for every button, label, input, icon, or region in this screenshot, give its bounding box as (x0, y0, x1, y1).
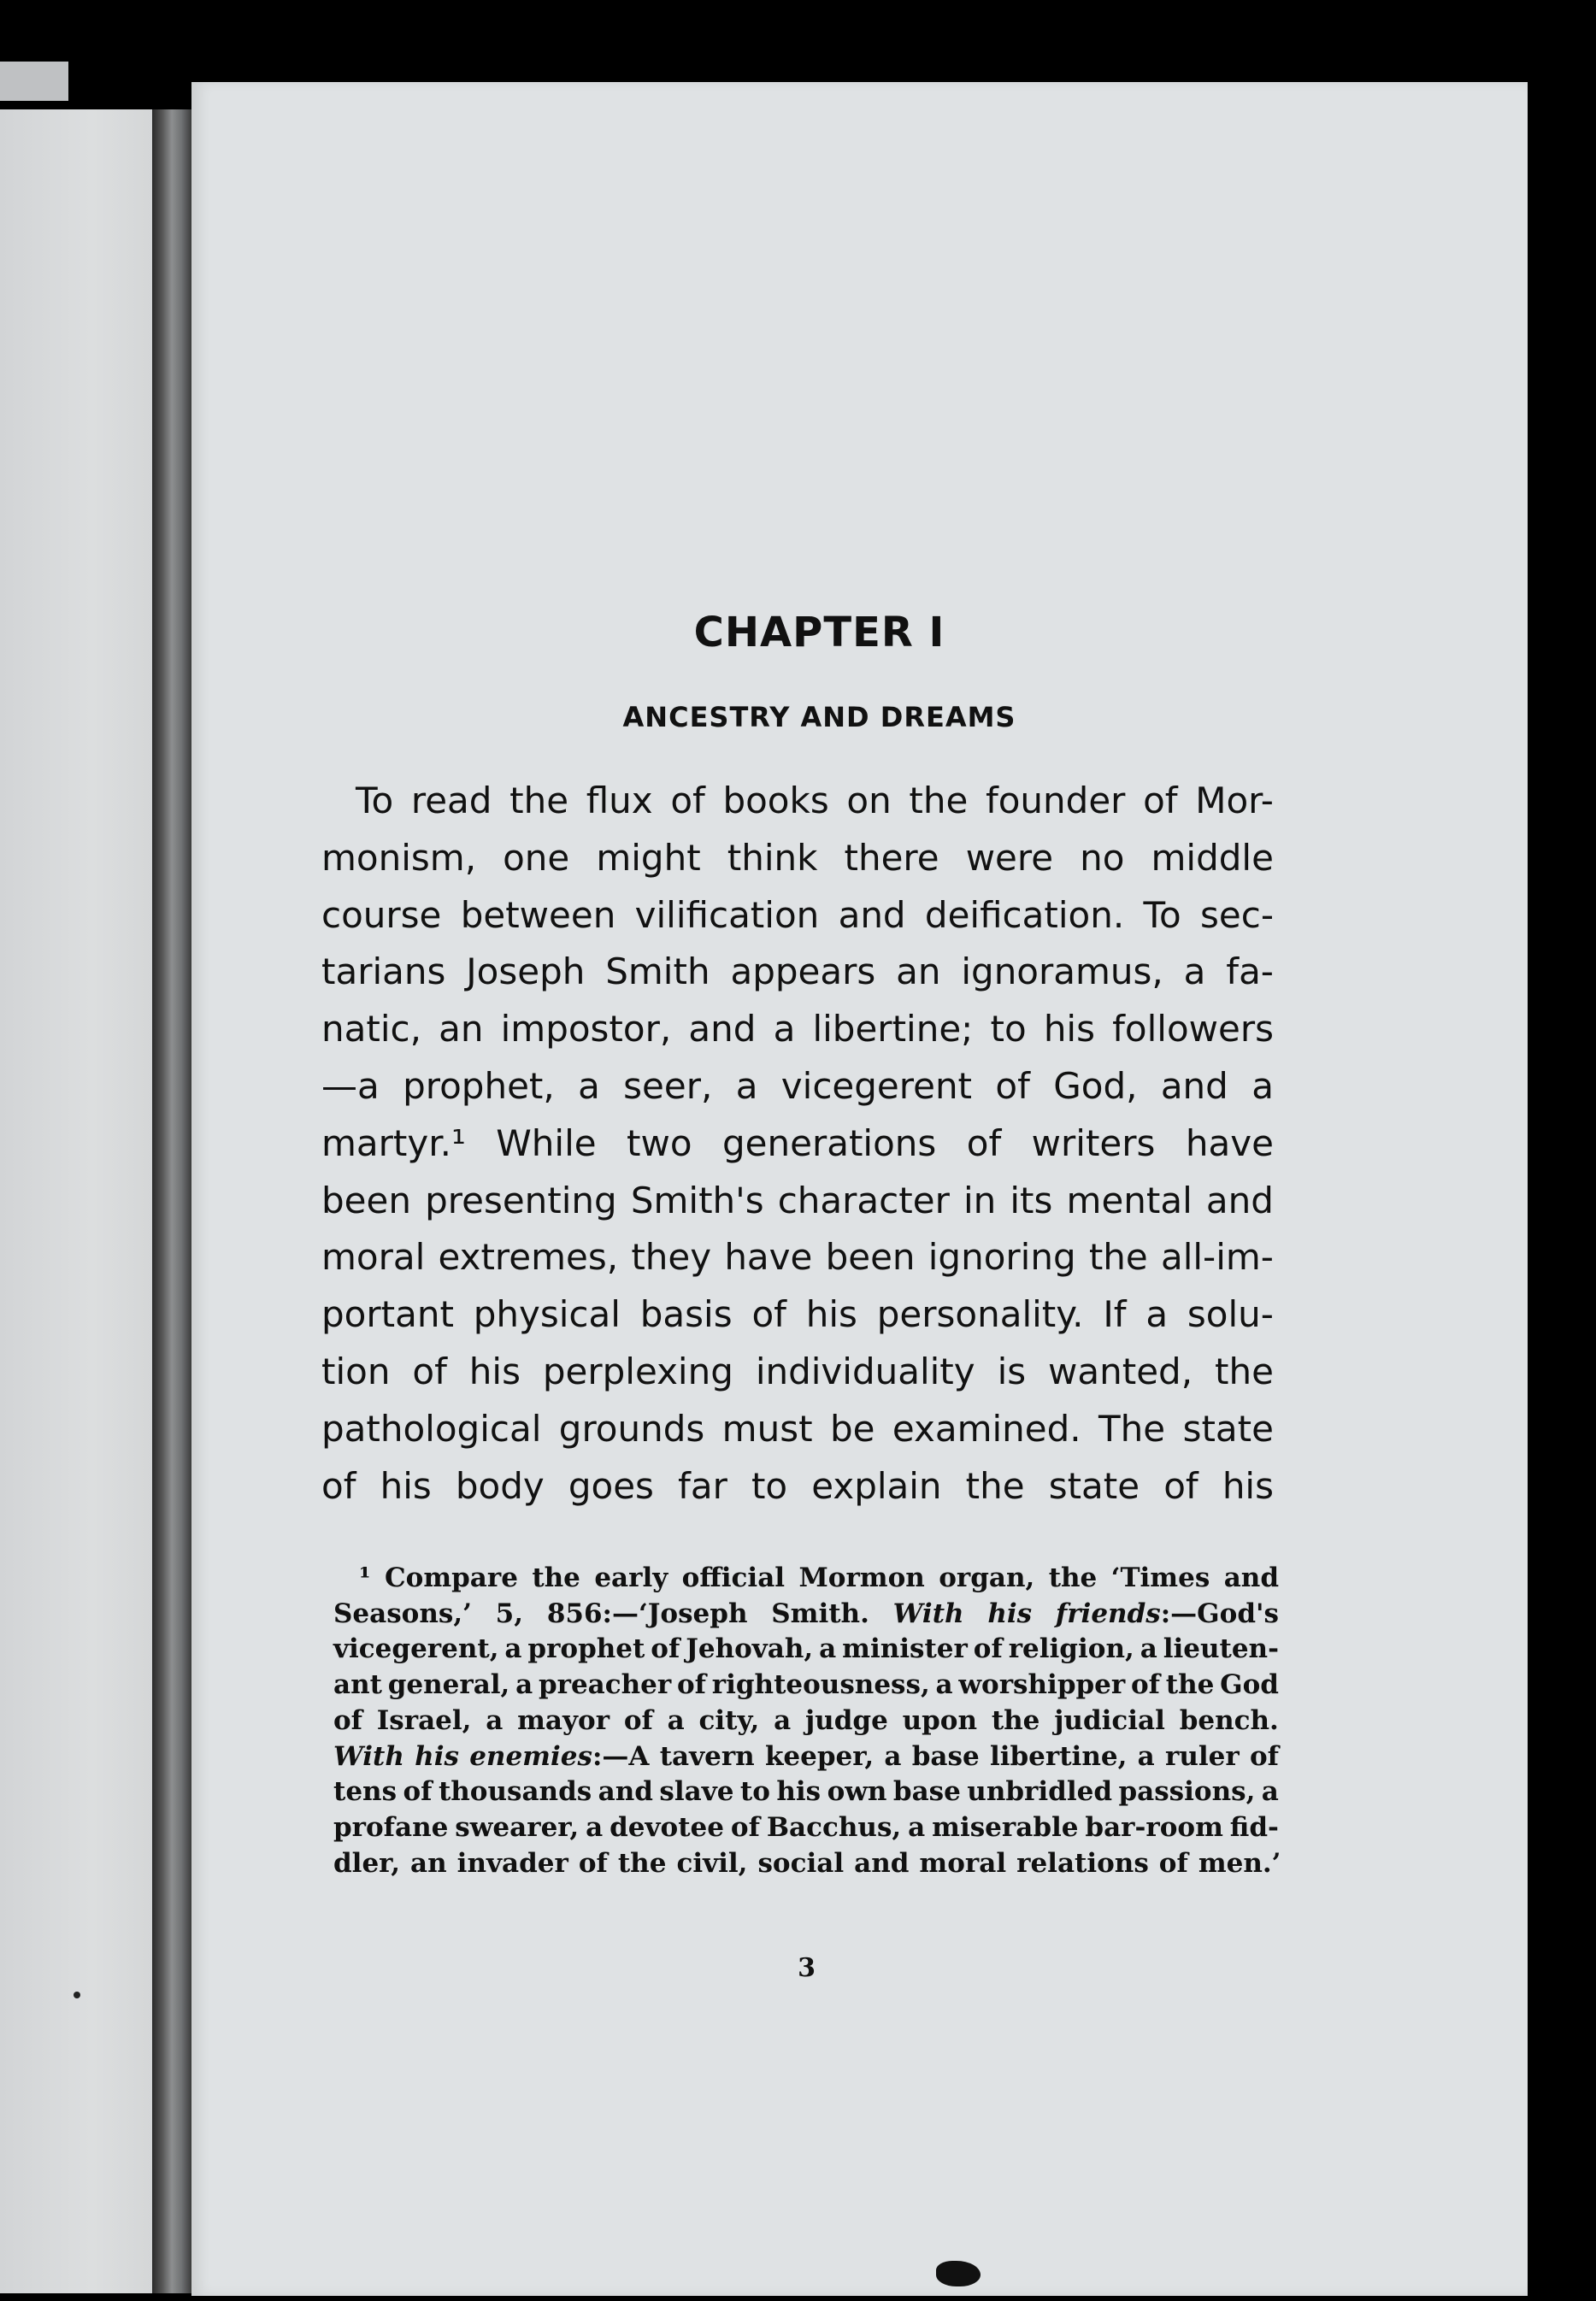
footnote-line: ¹ Compare the early official Mormon organ, the ‘Times and (359, 1562, 1279, 1593)
body-line: natic, an impostor, and a libertine; to his followers (321, 1008, 1274, 1050)
body-line: portant physical basis of his personality. If a solu- (321, 1293, 1274, 1336)
body-line: of his body goes far to explain the state of his (321, 1464, 1274, 1507)
body-line: —a prophet, a seer, a vicegerent of God, and a (321, 1064, 1274, 1107)
footnote-line: of Israel, a mayor of a city, a judge upon the judicial bench. (333, 1704, 1279, 1736)
chapter-subtitle: ANCESTRY AND DREAMS (622, 701, 1016, 733)
body-paragraph (321, 773, 1274, 1515)
chapter-title: CHAPTER I (693, 609, 945, 656)
body-line: monism, one might think there were no middle (321, 836, 1274, 879)
footnote-line: vicegerent, a prophet of Jehovah, a minister of religion, a lieuten- (333, 1633, 1279, 1665)
body-line: tion of his perplexing individuality is wanted, the (321, 1350, 1274, 1392)
body-line: moral extremes, they have been ignoring the all-im- (321, 1236, 1274, 1279)
body-line: pathological grounds must be examined. The state (321, 1407, 1274, 1450)
footnote-line: With his enemies:—A tavern keeper, a base libertine, a ruler of (333, 1740, 1279, 1772)
body-line: To read the flux of books on the founder of Mor- (356, 780, 1274, 821)
scan-speck (74, 1992, 80, 1998)
footnote-line: tens of thousands and slave to his own base unbridled passions, a (333, 1776, 1279, 1808)
footnote-line: profane swearer, a devotee of Bacchus, a miserable bar-room fid- (333, 1811, 1279, 1843)
body-line: tarians Joseph Smith appears an ignoramus, a fa- (321, 950, 1274, 993)
body-line: course between vilification and deification. To sec- (321, 893, 1274, 936)
footnote-line: Seasons,’ 5, 856:—‘Joseph Smith. With his friends:—God's (333, 1598, 1279, 1629)
scan-blot (936, 2261, 981, 2286)
footnote-line: ant general, a preacher of righteousness, a worshipper of the God (333, 1669, 1279, 1701)
footnote (333, 1561, 1279, 1881)
body-line: been presenting Smith's character in its mental and (321, 1179, 1274, 1221)
page-number: 3 (798, 1953, 816, 1983)
left-edge-mark (0, 62, 68, 101)
footnote-line: dler, an invader of the civil, social and moral relations of men.’ (333, 1847, 1281, 1879)
body-line: martyr.¹ While two generations of writers have (321, 1121, 1274, 1164)
